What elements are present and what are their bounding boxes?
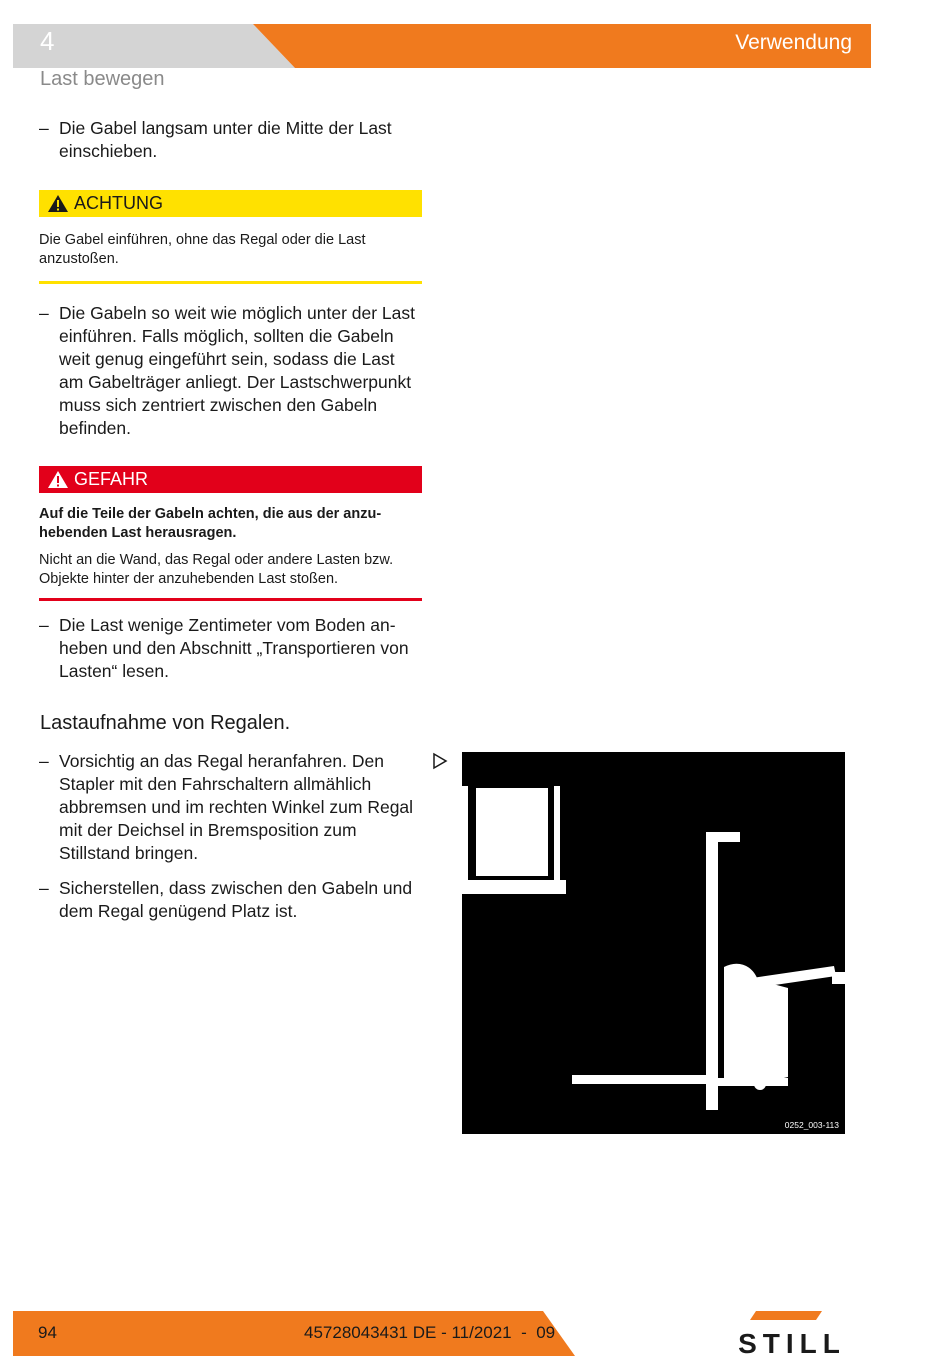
step-text: Sicherstellen, dass zwischen den Gabeln und dem Regal genügend Platz ist. [59, 878, 413, 921]
list-item [39, 117, 422, 163]
header-chapter-tab [13, 24, 295, 68]
danger-bold-text: Auf die Teile der Gabeln achten, die aus der anzuhebenden Last herausragen. [39, 506, 382, 541]
caution-label: ACHTUNG [74, 193, 163, 213]
still-logo [712, 1309, 872, 1357]
step-text: Die Gabel langsam unter die Mitte der Last einschieben. [59, 118, 392, 161]
steps-group-4 [39, 750, 422, 923]
caution-notice [39, 190, 422, 284]
list-item [39, 750, 422, 865]
list-item [39, 877, 422, 923]
dash-bullet: – [39, 615, 49, 635]
danger-notice [39, 466, 422, 601]
steps-group-3 [39, 614, 422, 683]
document-id: 45728043431 DE - 11/2021 - 09 [304, 1323, 556, 1342]
danger-divider [39, 598, 422, 601]
dash-bullet: – [39, 118, 49, 138]
step-text: Die Gabeln so weit wie möglich unter der Last einführen. Falls möglich, sollten die Gabeln weit genug eingeführt sein, sodass die Last am Gabelträger anliegt. Der Lastschwerpunkt muss sich zentriert zwischen den Gabeln befinden. [59, 303, 416, 438]
warning-triangle-icon [47, 470, 69, 489]
dash-bullet: – [39, 303, 49, 323]
illustration-stacker-at-rack [462, 752, 845, 1134]
caution-header [39, 190, 422, 217]
list-item [39, 302, 422, 440]
subsection-heading: Lastaufnahme von Regalen. [40, 712, 291, 734]
danger-label: GEFAHR [74, 469, 149, 489]
stacker-rack-drawing [462, 752, 845, 1134]
section-title: Last bewegen [40, 68, 165, 90]
dash-bullet: – [39, 878, 49, 898]
triangle-right-icon [432, 752, 448, 770]
steps-group-2 [39, 302, 422, 440]
warning-triangle-icon [47, 194, 69, 213]
chapter-number: 4 [40, 26, 55, 56]
danger-text: Nicht an die Wand, das Regal oder andere Lasten bzw. Objekte hinter der anzuhebenden Last stoßen. [39, 552, 394, 587]
step-text: Die Last wenige Zentimeter vom Boden anheben und den Abschnitt „Transportieren von Lasten“ lesen. [59, 615, 409, 681]
steps-group-1 [39, 117, 422, 163]
chapter-title: Verwendung [735, 31, 852, 54]
svg-text:STILL: STILL [738, 1328, 846, 1357]
dash-bullet: – [39, 751, 49, 771]
step-text: Vorsichtig an das Regal heranfahren. Den Stapler mit den Fahrschaltern allmählich abbremsen und im rechten Winkel zum Regal mit der Deichsel in Bremsposition zum Stillstand bringen. [59, 751, 414, 863]
caution-text: Die Gabel einführen, ohne das Regal oder die Last anzustoßen. [39, 232, 366, 267]
danger-header [39, 466, 422, 493]
page-number: 94 [38, 1323, 57, 1342]
figure-id: 0252_003-113 [784, 1120, 839, 1130]
caution-divider [39, 281, 422, 284]
list-item [39, 614, 422, 683]
